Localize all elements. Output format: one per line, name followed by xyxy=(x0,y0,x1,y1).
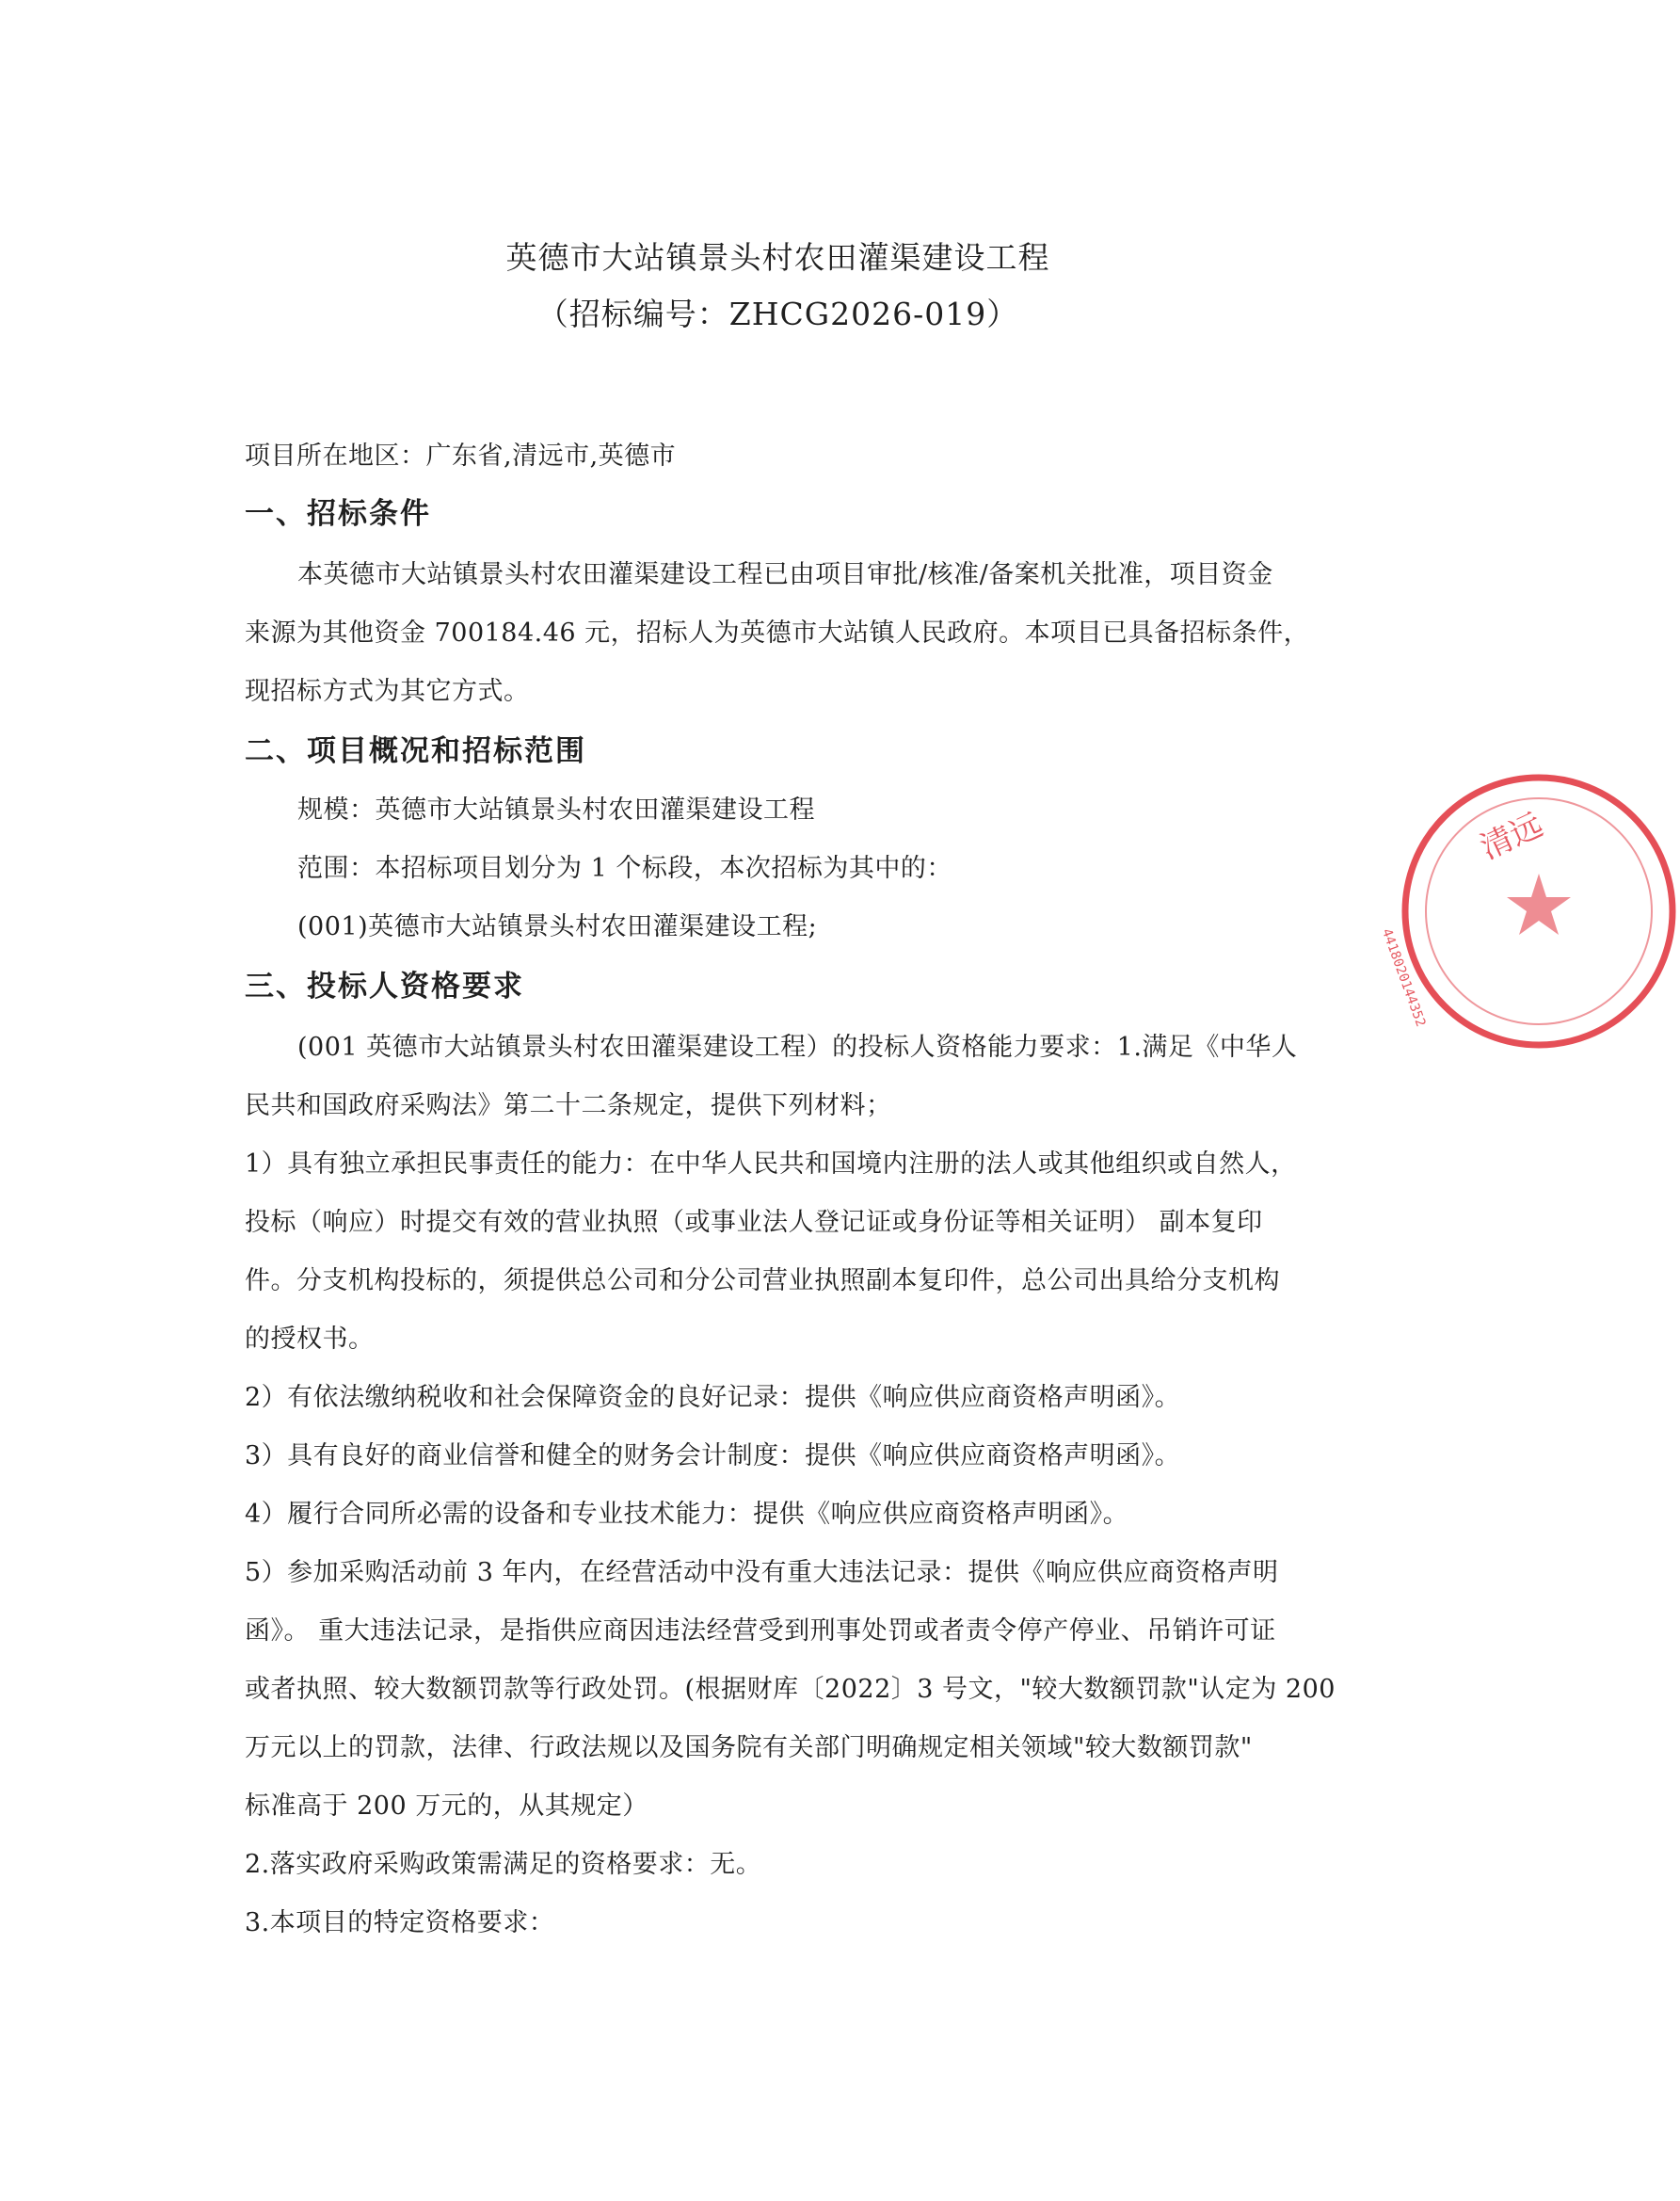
project-location: 项目所在地区：广东省,清远市,英德市 xyxy=(245,442,677,471)
section3-line: 投标（响应）时提交有效的营业执照（或事业法人登记证或身份证等相关证明） 副本复印 xyxy=(245,1208,1263,1237)
section3-line: 标准高于 200 万元的，从其规定） xyxy=(245,1791,648,1821)
section3-line: 4）履行合同所必需的设备和专业技术能力：提供《响应供应商资格声明函》。 xyxy=(245,1500,1129,1529)
section3-line: 3.本项目的特定资格要求： xyxy=(245,1908,555,1937)
section-heading-3: 三、投标人资格要求 xyxy=(245,970,524,1004)
section3-line: 2.落实政府采购政策需满足的资格要求：无。 xyxy=(245,1850,762,1879)
seal-number: 4418020144352 xyxy=(1378,926,1429,1029)
seal-star-icon xyxy=(1507,874,1571,935)
section3-line: 或者执照、较大数额罚款等行政处罚。(根据财库〔2022〕3 号文，"较大数额罚款"认定为 200 xyxy=(245,1675,1336,1704)
section-heading-1: 一、招标条件 xyxy=(245,497,431,531)
section1-line: 现招标方式为其它方式。 xyxy=(245,677,530,706)
section3-line: 万元以上的罚款，法律、行政法规以及国务院有关部门明确规定相关领域"较大数额罚款" xyxy=(245,1733,1253,1762)
section1-line: 本英德市大站镇景头村农田灌渠建设工程已由项目审批/核准/备案机关批准，项目资金 xyxy=(297,560,1273,589)
section3-line: 2）有依法缴纳税收和社会保障资金的良好记录：提供《响应供应商资格声明函》。 xyxy=(245,1383,1181,1412)
section2-line: 规模：英德市大站镇景头村农田灌渠建设工程 xyxy=(297,795,815,825)
section-heading-2: 二、项目概况和招标范围 xyxy=(245,734,586,768)
official-seal-stamp xyxy=(1378,770,1680,1052)
section3-line: 5）参加采购活动前 3 年内，在经营活动中没有重大违法记录：提供《响应供应商资格声明 xyxy=(245,1558,1279,1587)
section2-line: (001)英德市大站镇景头村农田灌渠建设工程; xyxy=(297,912,818,941)
section3-line: 函》。 重大违法记录，是指供应商因违法经营受到刑事处罚或者责令停产停业、吊销许可证 xyxy=(245,1616,1276,1646)
section3-line: 的授权书。 xyxy=(245,1325,375,1354)
section3-line: (001 英德市大站镇景头村农田灌渠建设工程）的投标人资格能力要求：1.满足《中华人 xyxy=(297,1033,1298,1062)
section3-line: 件。分支机构投标的，须提供总公司和分公司营业执照副本复印件，总公司出具给分支机构 xyxy=(245,1266,1280,1295)
bid-number: （招标编号：ZHCG2026-019） xyxy=(536,296,1019,332)
section3-line: 1）具有独立承担民事责任的能力：在中华人民共和国境内注册的法人或其他组织或自然人， xyxy=(245,1149,1297,1179)
seal-top-text: 清远 xyxy=(1474,806,1549,868)
document-title: 英德市大站镇景头村农田灌渠建设工程 xyxy=(505,239,1050,276)
section2-line: 范围：本招标项目划分为 1 个标段，本次招标为其中的： xyxy=(297,854,952,883)
section1-line: 来源为其他资金 700184.46 元，招标人为英德市大站镇人民政府。本项目已具备招标条件， xyxy=(245,619,1310,648)
section3-line: 3）具有良好的商业信誉和健全的财务会计制度：提供《响应供应商资格声明函》。 xyxy=(245,1441,1181,1470)
section3-line: 民共和国政府采购法》第二十二条规定，提供下列材料； xyxy=(245,1091,892,1120)
